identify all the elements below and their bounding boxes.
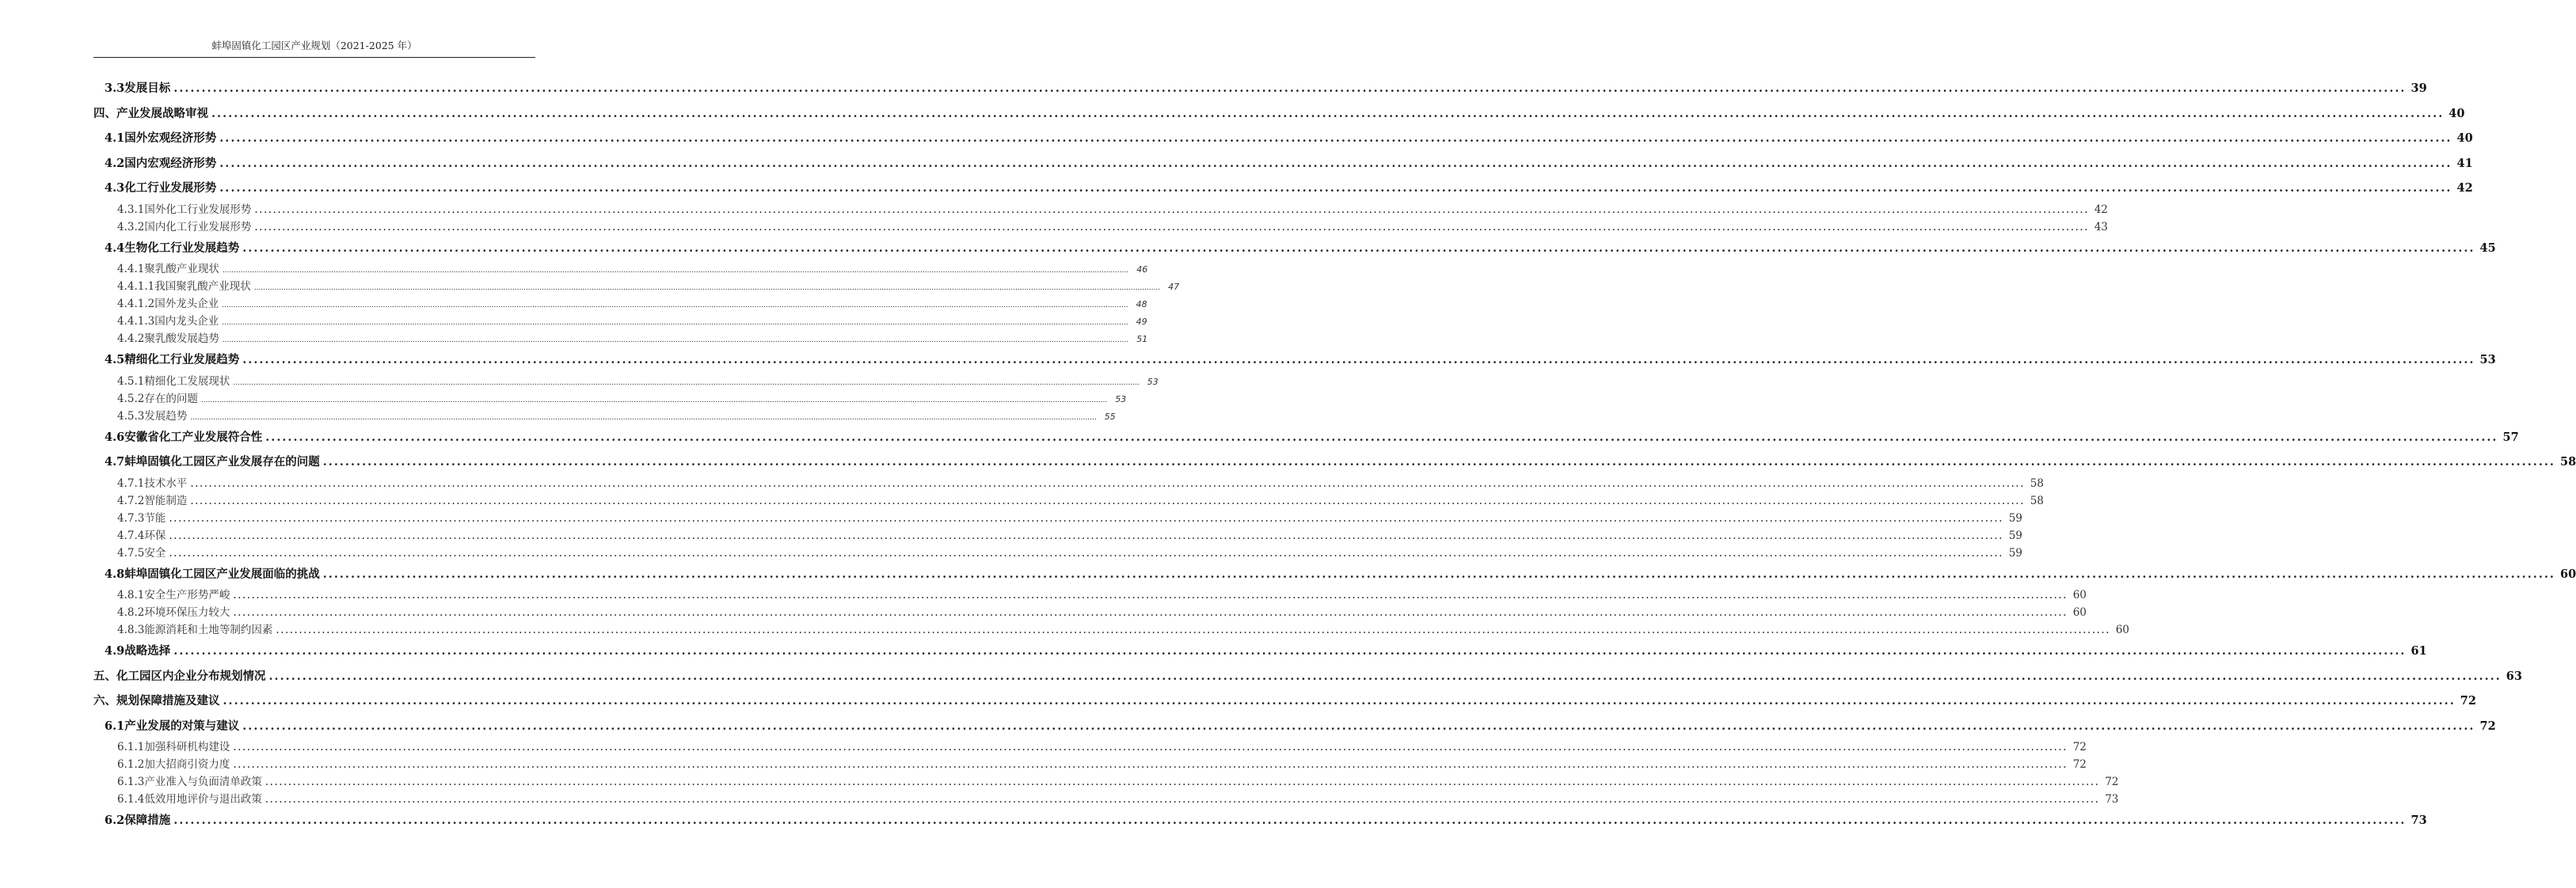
toc-entry[interactable] <box>93 450 2576 475</box>
toc-dot-leader: ................................................................................................................................................................................................................................................................................................................................................................................................................ <box>264 793 2100 806</box>
toc-entry-page: 41 <box>2456 156 2473 170</box>
toc-entry[interactable] <box>93 586 2087 604</box>
toc-entry-page: 53 <box>1147 376 1159 387</box>
toc-dot-leader: ................................................................................................................................................................................................................................................................................................................................................................................................................ <box>200 396 1108 404</box>
toc-entry-title: 加强科研机构建设 <box>144 741 230 753</box>
toc-dot-leader: ................................................................................................................................................................................................................................................................................................................................................................................................................ <box>222 302 1128 309</box>
toc-entry-page: 43 <box>2094 220 2108 233</box>
toc-entry-title: 化工园区内企业分布规划情况 <box>116 669 266 683</box>
toc-entry[interactable] <box>93 604 2087 621</box>
toc-entry-title: 环境环保压力较大 <box>144 606 230 619</box>
toc-entry-title: 发展趋势 <box>144 409 188 423</box>
toc-entry[interactable] <box>93 76 2427 101</box>
toc-entry-title: 安全 <box>144 546 166 560</box>
toc-entry-page: 60 <box>2559 567 2576 581</box>
toc-entry-page: 60 <box>2115 624 2129 636</box>
toc-entry[interactable] <box>93 714 2496 739</box>
toc-entry[interactable] <box>93 425 2519 450</box>
toc-entry[interactable] <box>93 791 2119 808</box>
toc-entry[interactable] <box>93 260 1148 278</box>
toc-entry-number: 4.7.2 <box>117 494 145 507</box>
toc-dot-leader: ................................................................................................................................................................................................................................................................................................................................................................................................................ <box>233 589 2068 601</box>
toc-dot-leader: ................................................................................................................................................................................................................................................................................................................................................................................................................ <box>264 776 2100 788</box>
toc-entry-number: 四、 <box>93 106 116 120</box>
toc-entry-title: 产业发展的对策与建议 <box>124 719 240 733</box>
toc-entry[interactable] <box>93 492 2044 510</box>
toc-entry[interactable] <box>93 236 2496 261</box>
toc-entry-page: 51 <box>1136 334 1148 344</box>
toc-entry-title: 蚌埠固镇化工园区产业发展面临的挑战 <box>124 567 320 581</box>
toc-dot-leader: ................................................................................................................................................................................................................................................................................................................................................................................................................ <box>233 378 1140 387</box>
toc-dot-leader: ................................................................................................................................................................................................................................................................................................................................................................................................................ <box>242 353 2475 366</box>
toc-entry-page: 59 <box>2008 511 2022 525</box>
toc-entry-page: 57 <box>2502 430 2519 444</box>
toc-dot-leader: ................................................................................................................................................................................................................................................................................................................................................................................................................ <box>169 529 2003 542</box>
toc-dot-leader: ................................................................................................................................................................................................................................................................................................................................................................................................................ <box>253 284 1161 292</box>
toc-dot-leader: ................................................................................................................................................................................................................................................................................................................................................................................................................ <box>169 546 2003 560</box>
toc-entry-title: 规划保障措施及建议 <box>116 694 220 708</box>
toc-entry[interactable] <box>93 390 1127 408</box>
toc-entry[interactable] <box>93 408 1116 425</box>
toc-dot-leader: ................................................................................................................................................................................................................................................................................................................................................................................................................ <box>173 82 2407 95</box>
toc-entry-title: 发展目标 <box>124 82 171 95</box>
toc-entry-number: 4.3.1 <box>117 203 145 216</box>
toc-entry-page: 58 <box>2559 455 2576 469</box>
toc-entry-page: 58 <box>2030 494 2044 507</box>
toc-entry[interactable] <box>93 689 2476 714</box>
toc-entry-page: 61 <box>2410 644 2427 658</box>
toc-entry-number: 4.4.2 <box>117 332 145 345</box>
toc-entry-page: 46 <box>1136 264 1148 275</box>
toc-entry-page: 53 <box>1115 393 1127 404</box>
toc-entry-page: 45 <box>2479 241 2496 255</box>
toc-entry-page: 72 <box>2072 758 2087 771</box>
toc-dot-leader: ................................................................................................................................................................................................................................................................................................................................................................................................................ <box>268 669 2502 683</box>
toc-entry-number: 4.1 <box>105 131 125 145</box>
toc-entry[interactable] <box>93 545 2022 562</box>
page-header: 蚌埠固镇化工园区产业规划（2021-2025 年） <box>211 40 417 51</box>
toc-entry[interactable] <box>93 738 2087 756</box>
toc-dot-leader: ................................................................................................................................................................................................................................................................................................................................................................................................................ <box>219 181 2452 195</box>
toc-dot-leader: ................................................................................................................................................................................................................................................................................................................................................................................................................ <box>190 476 2025 490</box>
toc-entry-title: 国外化工行业发展形势 <box>144 203 252 216</box>
toc-entry-title: 国外龙头企业 <box>154 298 219 310</box>
toc-entry-number: 4.7.5 <box>117 546 145 560</box>
toc-entry-number: 3.3 <box>105 82 125 95</box>
toc-entry-number: 4.5 <box>105 353 125 366</box>
toc-dot-leader: ................................................................................................................................................................................................................................................................................................................................................................................................................ <box>222 336 1129 344</box>
toc-entry-number: 6.1 <box>105 719 125 733</box>
toc-dot-leader: ................................................................................................................................................................................................................................................................................................................................................................................................................ <box>233 758 2068 771</box>
toc-entry-number: 4.5.2 <box>117 392 145 405</box>
toc-entry-number: 五、 <box>93 669 116 683</box>
toc-entry-page: 55 <box>1104 411 1116 422</box>
toc-entry-number: 4.8 <box>105 567 125 581</box>
toc-entry-number: 4.5.3 <box>117 409 145 423</box>
toc-entry-title: 聚乳酸产业现状 <box>144 263 219 275</box>
toc-entry[interactable] <box>93 527 2022 545</box>
toc-entry[interactable] <box>93 126 2473 151</box>
toc-entry-title: 安徽省化工产业发展符合性 <box>124 430 263 444</box>
toc-entry-title: 能源消耗和土地等制约因素 <box>144 624 273 636</box>
toc-entry-number: 6.1.1 <box>117 741 145 753</box>
toc-entry-title: 精细化工行业发展趋势 <box>124 353 240 366</box>
toc-entry[interactable] <box>93 176 2473 201</box>
toc-entry-number: 4.2 <box>105 156 125 170</box>
toc-entry-page: 39 <box>2410 82 2427 95</box>
toc-entry-title: 环保 <box>144 529 166 542</box>
toc-entry[interactable] <box>93 510 2022 527</box>
toc-dot-leader: ................................................................................................................................................................................................................................................................................................................................................................................................................ <box>222 267 1129 275</box>
toc-dot-leader: ................................................................................................................................................................................................................................................................................................................................................................................................................ <box>190 494 2025 507</box>
toc-dot-leader: ................................................................................................................................................................................................................................................................................................................................................................................................................ <box>322 567 2555 581</box>
toc-entry-title: 战略选择 <box>124 644 171 658</box>
toc-entry-number: 4.4.1.3 <box>117 315 155 328</box>
toc-entry-page: 40 <box>2456 131 2473 145</box>
toc-entry-number: 4.4.1.2 <box>117 298 155 310</box>
toc-entry-page: 49 <box>1136 317 1147 327</box>
header-rule <box>93 57 535 58</box>
toc-entry-title: 安全生产形势严峻 <box>144 589 230 601</box>
toc-dot-leader: ................................................................................................................................................................................................................................................................................................................................................................................................................ <box>276 624 2110 636</box>
toc-entry[interactable] <box>93 773 2119 791</box>
toc-entry[interactable] <box>93 278 1180 295</box>
toc-entry-number: 6.1.3 <box>117 776 145 788</box>
toc-dot-leader: ................................................................................................................................................................................................................................................................................................................................................................................................................ <box>322 455 2555 469</box>
toc-entry-page: 53 <box>2479 353 2496 366</box>
toc-entry-title: 低效用地评价与退出政策 <box>144 793 262 806</box>
toc-entry-number: 4.5.1 <box>117 374 145 388</box>
toc-entry-number: 4.8.1 <box>117 589 145 601</box>
toc-entry-page: 42 <box>2094 203 2108 216</box>
toc-entry-number: 4.7.1 <box>117 476 145 490</box>
toc-entry-page: 40 <box>2449 106 2465 120</box>
toc-entry-number: 6.1.2 <box>117 758 145 771</box>
toc-entry-number: 4.8.2 <box>117 606 145 619</box>
toc-entry-title: 国内宏观经济形势 <box>124 156 217 170</box>
toc-entry[interactable] <box>93 808 2427 833</box>
toc-entry-title: 技术水平 <box>144 476 188 490</box>
toc-entry-page: 72 <box>2072 741 2087 753</box>
toc-dot-leader: ................................................................................................................................................................................................................................................................................................................................................................................................................ <box>173 814 2407 827</box>
toc-entry-number: 4.3 <box>105 181 125 195</box>
toc-dot-leader: ................................................................................................................................................................................................................................................................................................................................................................................................................ <box>233 741 2068 753</box>
toc-entry-title: 聚乳酸发展趋势 <box>144 332 219 345</box>
toc-entry[interactable] <box>93 562 2576 587</box>
toc-dot-leader: ................................................................................................................................................................................................................................................................................................................................................................................................................ <box>265 430 2498 444</box>
toc-dot-leader: ................................................................................................................................................................................................................................................................................................................................................................................................................ <box>254 220 2089 233</box>
toc-entry-page: 72 <box>2460 694 2476 708</box>
toc-entry-number: 4.4.1 <box>117 263 145 275</box>
toc-entry[interactable] <box>93 101 2465 127</box>
toc-entry-title: 存在的问题 <box>144 392 198 405</box>
toc-entry[interactable] <box>93 201 2108 218</box>
toc-dot-leader: ................................................................................................................................................................................................................................................................................................................................................................................................................ <box>219 131 2452 145</box>
toc-entry-page: 72 <box>2479 719 2496 733</box>
toc-entry[interactable] <box>93 218 2108 236</box>
toc-entry[interactable] <box>93 664 2522 689</box>
toc-entry[interactable] <box>93 330 1148 347</box>
toc-entry-number: 4.6 <box>105 430 125 444</box>
toc-entry-title: 国内化工行业发展形势 <box>144 220 252 233</box>
toc-dot-leader: ................................................................................................................................................................................................................................................................................................................................................................................................................ <box>211 106 2445 120</box>
toc-entry-number: 4.8.3 <box>117 624 145 636</box>
toc-entry-number: 4.4.1.1 <box>117 280 155 293</box>
toc-dot-leader: ................................................................................................................................................................................................................................................................................................................................................................................................................ <box>233 606 2068 619</box>
toc-entry[interactable] <box>93 151 2473 176</box>
toc-entry-page: 59 <box>2008 529 2022 542</box>
toc-entry-title: 产业发展战略审视 <box>116 106 208 120</box>
toc-entry-number: 6.1.4 <box>117 793 145 806</box>
toc-entry-title: 节能 <box>144 511 166 525</box>
toc-entry-page: 72 <box>2105 776 2119 788</box>
toc-entry-number: 4.7 <box>105 455 125 469</box>
table-of-contents <box>93 76 2576 833</box>
toc-dot-leader: ................................................................................................................................................................................................................................................................................................................................................................................................................ <box>219 156 2452 170</box>
toc-entry-title: 产业准入与负面清单政策 <box>144 776 262 788</box>
toc-dot-leader: ................................................................................................................................................................................................................................................................................................................................................................................................................ <box>254 203 2089 216</box>
toc-entry-title: 我国聚乳酸产业现状 <box>154 280 251 293</box>
toc-entry[interactable] <box>93 347 2496 373</box>
toc-entry-page: 60 <box>2072 589 2087 601</box>
toc-entry-title: 生物化工行业发展趋势 <box>124 241 240 255</box>
toc-entry-title: 国内龙头企业 <box>154 315 219 328</box>
toc-entry-title: 智能制造 <box>144 494 188 507</box>
toc-dot-leader: ................................................................................................................................................................................................................................................................................................................................................................................................................ <box>222 319 1128 327</box>
toc-entry-title: 精细化工发展现状 <box>144 374 230 388</box>
toc-entry[interactable] <box>93 639 2427 664</box>
toc-dot-leader: ................................................................................................................................................................................................................................................................................................................................................................................................................ <box>190 413 1097 422</box>
toc-entry-number: 4.4 <box>105 241 125 255</box>
toc-entry-title: 保障措施 <box>124 814 171 827</box>
toc-entry-page: 42 <box>2456 181 2473 195</box>
toc-entry-page: 73 <box>2410 814 2427 827</box>
toc-entry-page: 60 <box>2072 606 2087 619</box>
toc-dot-leader: ................................................................................................................................................................................................................................................................................................................................................................................................................ <box>173 644 2407 658</box>
toc-entry-page: 48 <box>1136 299 1147 309</box>
toc-entry-number: 6.2 <box>105 814 125 827</box>
toc-entry-page: 58 <box>2030 476 2044 490</box>
toc-entry-page: 63 <box>2506 669 2522 683</box>
toc-entry-title: 化工行业发展形势 <box>124 181 217 195</box>
toc-entry-page: 73 <box>2105 793 2119 806</box>
toc-dot-leader: ................................................................................................................................................................................................................................................................................................................................................................................................................ <box>242 719 2475 733</box>
toc-entry-number: 4.9 <box>105 644 125 658</box>
toc-entry[interactable] <box>93 295 1147 313</box>
toc-dot-leader: ................................................................................................................................................................................................................................................................................................................................................................................................................ <box>169 511 2003 525</box>
toc-entry[interactable] <box>93 621 2129 639</box>
toc-entry-number: 4.7.4 <box>117 529 145 542</box>
toc-entry-number: 4.3.2 <box>117 220 145 233</box>
toc-entry[interactable] <box>93 475 2044 492</box>
toc-entry[interactable] <box>93 756 2087 773</box>
toc-entry-page: 47 <box>1168 282 1180 292</box>
toc-dot-leader: ................................................................................................................................................................................................................................................................................................................................................................................................................ <box>242 241 2475 255</box>
toc-entry-title: 国外宏观经济形势 <box>124 131 217 145</box>
toc-entry-title: 蚌埠固镇化工园区产业发展存在的问题 <box>124 455 320 469</box>
toc-entry-page: 59 <box>2008 546 2022 560</box>
toc-entry-number: 六、 <box>93 694 116 708</box>
toc-entry[interactable] <box>93 373 1159 390</box>
toc-entry-title: 加大招商引资力度 <box>144 758 230 771</box>
toc-entry[interactable] <box>93 313 1147 330</box>
toc-dot-leader: ................................................................................................................................................................................................................................................................................................................................................................................................................ <box>223 694 2456 708</box>
toc-entry-number: 4.7.3 <box>117 511 145 525</box>
